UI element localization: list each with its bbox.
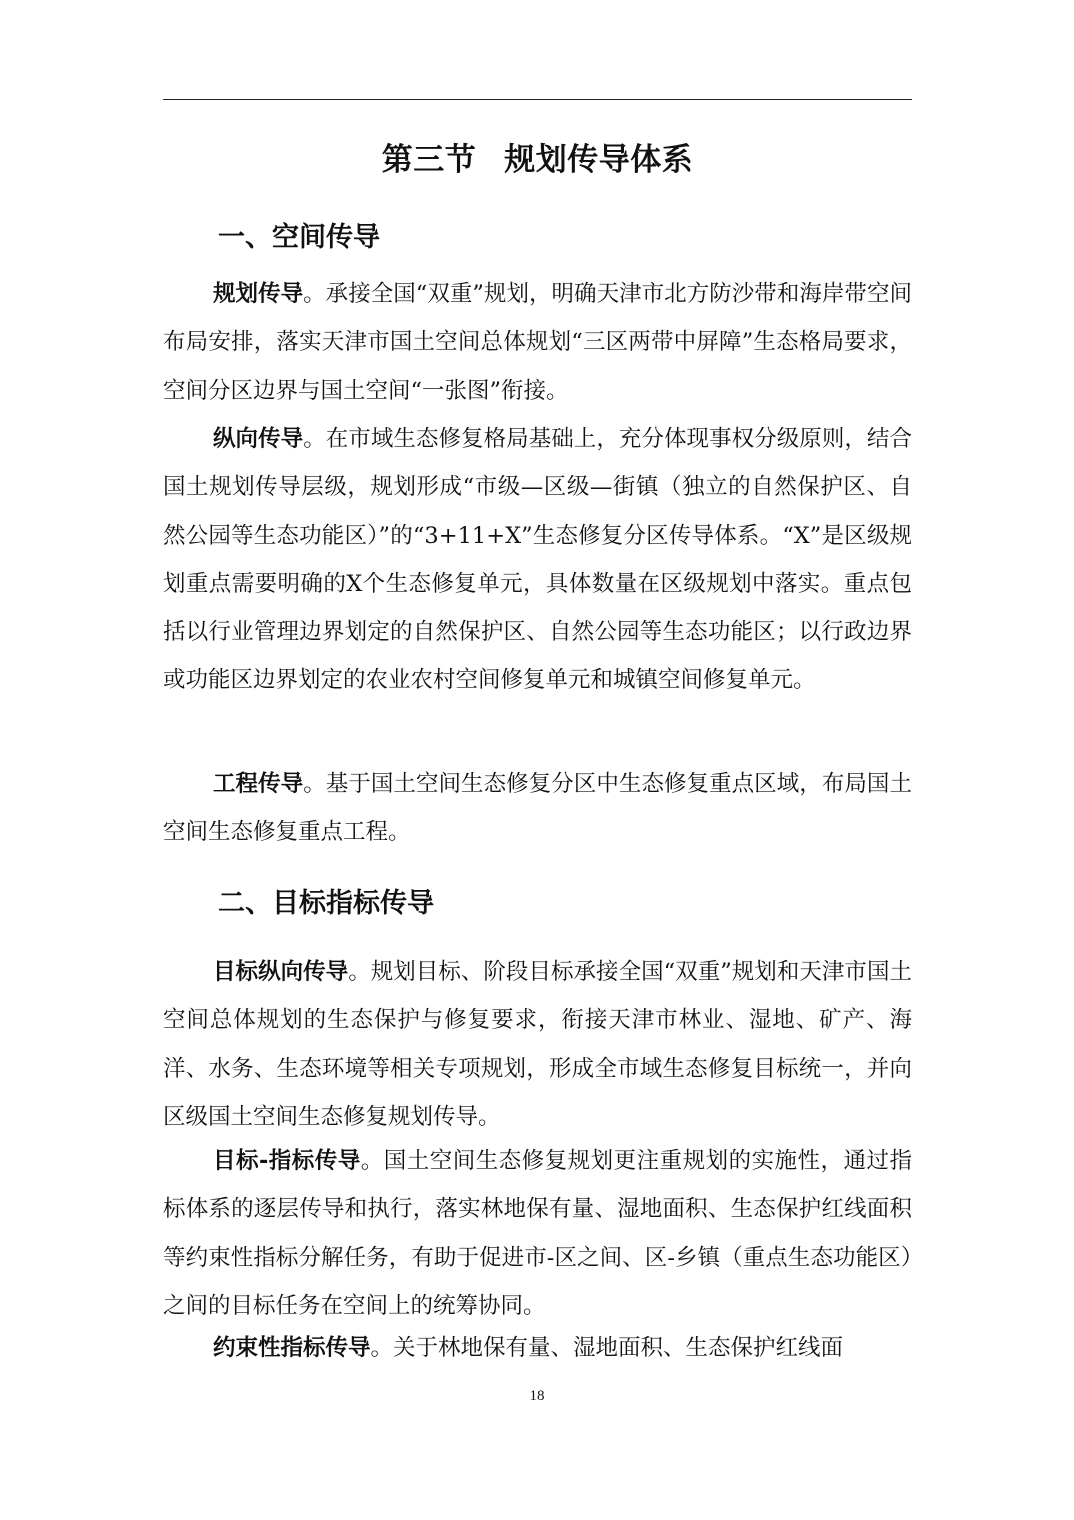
paragraph-text: 。承接全国“双重”规划，明确天津市北方防沙带和海岸带空间布局安排，落实天津市国土空间总体规划“三区两带中屏障”生态格局要求，空间分区边界与国土空间“一张图”衔接。 (163, 281, 912, 404)
paragraph-lead: 规划传导 (213, 281, 304, 307)
paragraph-text: 。基于国土空间生态修复分区中生态修复重点区域，布局国土空间生态修复重点工程。 (163, 771, 912, 846)
paragraph-vertical-transmission (163, 415, 912, 705)
heading-target-indicator-transmission: 二、目标指标传导 (218, 888, 434, 919)
paragraph-text: 。国土空间生态修复规划更注重规划的实施性，通过指标体系的逐层传导和执行，落实林地保有量、湿地面积、生态保护红线面积等约束性指标分解任务，有助于促进市-区之间、区-乡镇（重点生态功能区）之间的目标任务在空间上的统筹协同。 (163, 1148, 912, 1319)
paragraph-text: 。关于林地保有量、湿地面积、生态保护红线面 (370, 1335, 844, 1361)
paragraph-text: 。在市域生态修复格局基础上，充分体现事权分级原则，结合国土规划传导层级，规划形成“市级—区级—街镇（独立的自然保护区、自然公园等生态功能区）”的“3+11+X”生态修复分区传导体系。“X”是区级规划重点需要明确的X个生态修复单元，具体数量在区级规划中落实。重点包括以行业管理边界划定的自然保护区、自然公园等生态功能区；以行政边界或功能区边界划定的农业农村空间修复单元和城镇空间修复单元。 (163, 426, 912, 694)
section-name: 规划传导体系 (504, 142, 694, 178)
section-number: 第三节 (381, 142, 477, 178)
paragraph-project-transmission (163, 760, 912, 857)
paragraph-lead: 目标-指标传导 (213, 1148, 361, 1174)
paragraph-target-vertical-transmission (163, 948, 912, 1141)
section-title (163, 138, 912, 182)
paragraph-lead: 约束性指标传导 (213, 1335, 371, 1361)
paragraph-target-indicator-transmission (163, 1137, 912, 1330)
page-number: 18 (529, 1388, 545, 1404)
header-rule (163, 99, 912, 100)
paragraph-binding-indicator-transmission (163, 1324, 912, 1372)
paragraph-lead: 工程传导 (213, 771, 304, 797)
paragraph-text: 。规划目标、阶段目标承接全国“双重”规划和天津市国土空间总体规划的生态保护与修复要求，衔接天津市林业、湿地、矿产、海洋、水务、生态环境等相关专项规划，形成全市域生态修复目标统一，并向区级国土空间生态修复规划传导。 (163, 959, 912, 1130)
heading-spatial-transmission: 一、空间传导 (218, 222, 380, 253)
paragraph-planning-transmission (163, 270, 912, 415)
paragraph-lead: 纵向传导 (213, 426, 304, 452)
paragraph-lead: 目标纵向传导 (213, 959, 349, 985)
